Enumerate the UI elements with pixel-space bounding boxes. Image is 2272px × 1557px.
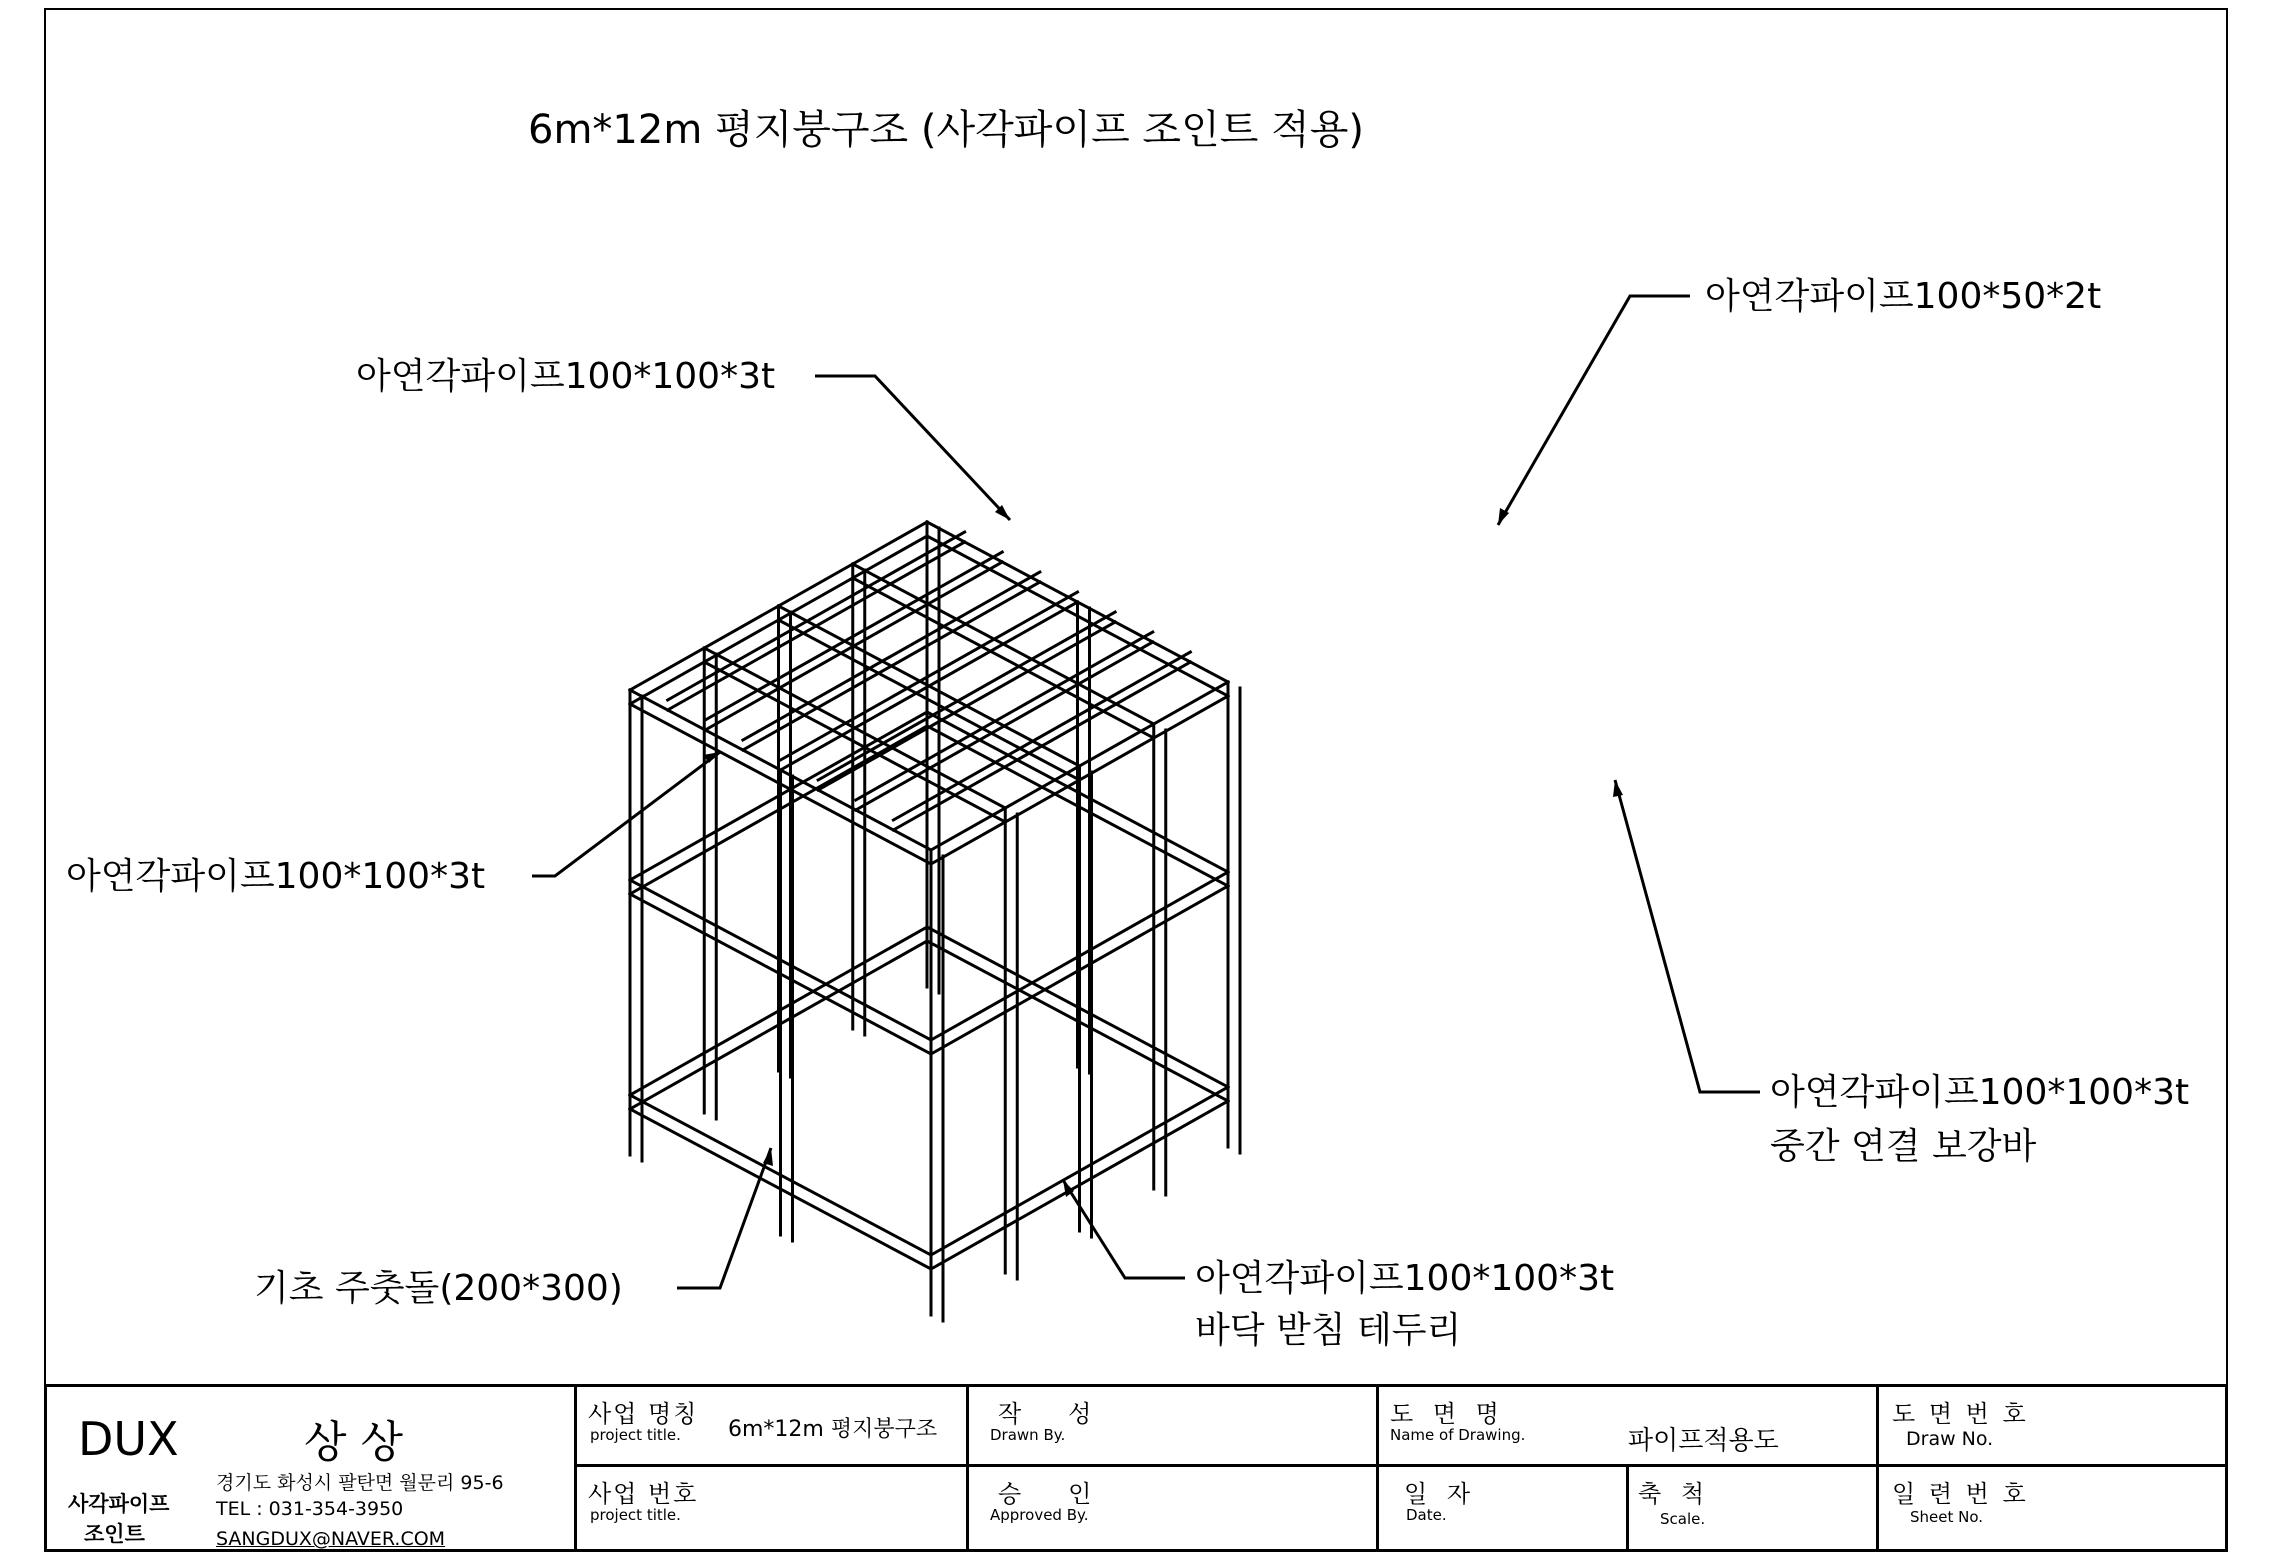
row-divider xyxy=(574,1464,2228,1467)
roof-purlin xyxy=(668,532,965,700)
scale-label: 축 척 xyxy=(1638,1480,1710,1508)
drawing-name-sub: Name of Drawing. xyxy=(1390,1426,1526,1444)
divider-3 xyxy=(1376,1384,1379,1552)
brand-line2: 조인트 xyxy=(84,1522,145,1546)
company-tel: TEL : 031-354-3950 xyxy=(216,1498,404,1520)
drawn-by-sub: Drawn By. xyxy=(990,1426,1066,1444)
approved-by-label: 승 인 xyxy=(998,1480,1098,1508)
drawn-by-label: 작 성 xyxy=(998,1400,1098,1428)
company-logo: DUX xyxy=(78,1412,179,1466)
callout-front-column-pipe: 아연각파이프100*100*3t xyxy=(66,856,486,897)
roof-purlin xyxy=(743,582,1040,750)
steel-frame-structure xyxy=(630,522,1240,1321)
scale-sub: Scale. xyxy=(1660,1510,1706,1528)
drawing-name-label: 도 면 명 xyxy=(1390,1400,1505,1428)
company-email: SANGDUX@NAVER.COM xyxy=(216,1528,446,1550)
callout-roof-purlin-pipe: 아연각파이프100*50*2t xyxy=(1705,276,2102,317)
callout-floor-frame-line2: 바닥 받침 테두리 xyxy=(1195,1310,1462,1351)
project-name-label: 사업 명칭 xyxy=(588,1400,699,1428)
divider-1 xyxy=(574,1384,577,1552)
company-address: 경기도 화성시 팔탄면 월문리 95-6 xyxy=(216,1472,504,1494)
project-number-label: 사업 번호 xyxy=(588,1480,699,1508)
date-label: 일 자 xyxy=(1404,1480,1476,1508)
callout-foundation: 기초 주춧돌(200*300) xyxy=(254,1268,623,1309)
drawing-no-label: 도 면 번 호 xyxy=(1892,1400,2029,1428)
leader-roof-purlin xyxy=(1498,296,1690,525)
callout-mid-brace-line1: 아연각파이프100*100*3t xyxy=(1770,1072,2190,1113)
project-name-value: 6m*12m 평지붕구조 xyxy=(728,1417,938,1442)
brand-line1: 사각파이프 xyxy=(68,1492,170,1516)
callout-floor-frame-line1: 아연각파이프100*100*3t xyxy=(1195,1258,1615,1299)
company-name: 상 상 xyxy=(304,1417,403,1468)
sheet-no-label: 일 련 번 호 xyxy=(1892,1480,2029,1508)
approved-by-sub: Approved By. xyxy=(990,1506,1089,1524)
leader-foundation xyxy=(677,1148,771,1288)
leader-roof-top xyxy=(815,376,1010,520)
roof-purlin xyxy=(818,622,1115,790)
callout-roof-top-pipe: 아연각파이프100*100*3t xyxy=(356,356,776,397)
project-number-sub: project title. xyxy=(590,1506,681,1524)
roof-purlin xyxy=(781,602,1078,770)
drawing-title: 6m*12m 평지붕구조 (사각파이프 조인트 적용) xyxy=(528,107,1364,153)
date-sub: Date. xyxy=(1406,1506,1447,1524)
divider-2 xyxy=(966,1384,969,1552)
drawing-no-sub: Draw No. xyxy=(1906,1428,1994,1450)
sheet-no-sub: Sheet No. xyxy=(1910,1508,1984,1526)
divider-5 xyxy=(1876,1384,1879,1552)
callout-mid-brace-line2: 중간 연결 보강바 xyxy=(1770,1126,2037,1167)
drawing-name-value: 파이프적용도 xyxy=(1628,1426,1779,1456)
divider-4 xyxy=(1626,1464,1629,1552)
leader-mid-brace xyxy=(1615,780,1760,1092)
project-name-sub: project title. xyxy=(590,1426,681,1444)
title-block xyxy=(44,1384,2228,1552)
roof-purlin xyxy=(668,542,965,710)
